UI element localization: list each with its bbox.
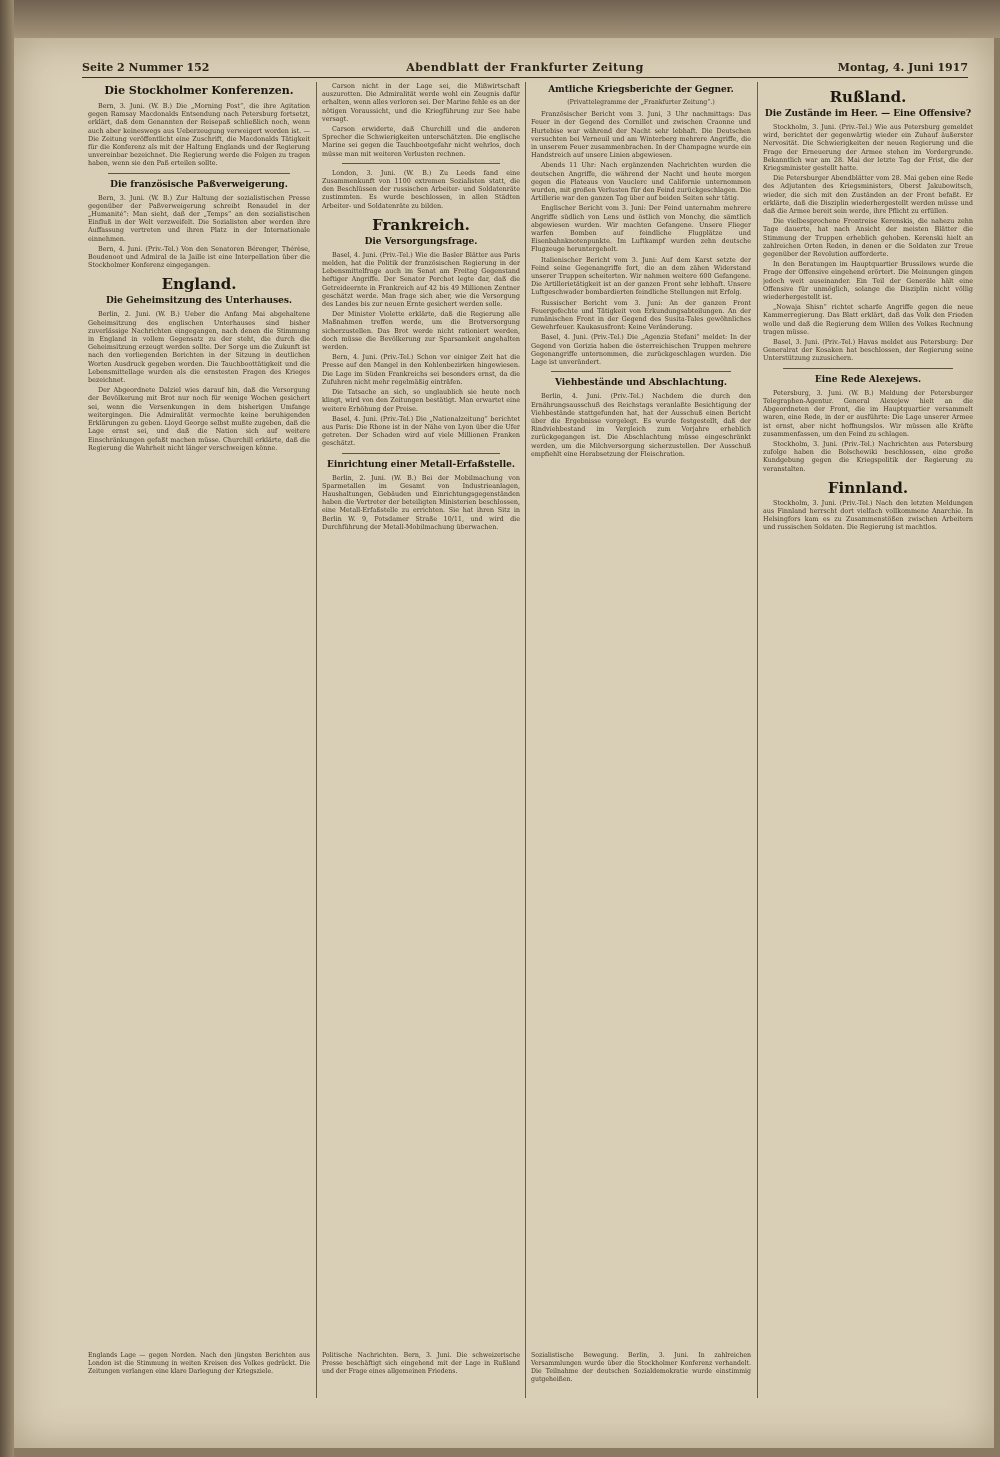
article-text: Carson erwiderte, daß Churchill und die anderen Sprecher die Schwierigkeiten unterschätzten. Die englische Marine sei gegen die Tauchbootgefahr nicht wehrlos, doch müsse man mit weiteren Verlusten rechnen. [322,125,520,158]
section-finland: Finnland. [827,478,909,497]
article-text: Berlin, 4. Juni. (Priv.-Tel.) Nachdem die durch den Ernährungsausschuß des Reichstags veranlaßte Besichtigung der Viehbestände stattgefunden hat, hat der Ausschuß einen Bericht über die Ergebnisse vorgelegt. Es wurde festgestellt, daß der Rindviehbestand im Vergleich zum Vorjahre erheblich zurückgegangen ist. Die Abschlachtung müsse eingeschränkt werden, um die Milchversorgung sicherzustellen. Der Ausschuß empfiehlt eine Herabsetzung der Fleischration. [531,392,751,458]
article-text: Italienischer Bericht vom 3. Juni: Auf dem Karst setzte der Feind seine Gegenangriffe fort, die an dem zähen Widerstand unserer Truppen scheiterten. Wir nahmen weitere 600 Gefangene. Die Artillerietätigkeit ist an der ganzen Front sehr lebhaft. Unsere Luftgeschwader bombardierten feindliche Stellungen mit Erfolg. [531,255,751,297]
divider [342,163,500,164]
article-text: Bern, 3. Juni. (W. B.) Die „Morning Post“, die ihre Agitation gegen Ramsay Macdonalds Entsendung nach Petersburg fortsetzt, erklärt, daß dem Genannten der Reisepaß schließlich noch, wenn auch aber keineswegs aus Ueberzeugung verweigert worden ist. — Die Zeitung veröffentlicht eine Zuschrift, die Macdonalds Tätigkeit für die Konferenz als mit der Haltung Englands und der Regierung unvereinbar bezeichnet. Die Regierung werde die Folgen zu tragen haben, wenn sie den Paß erteilen sollte. [88,102,310,168]
lower-text-1: Englands Lage — gegen Norden. Nach den jüngsten Berichten aus London ist die Stimmung in weiten Kreisen des Volkes gedrückt. Die Zeitungen verlangen eine klare Darlegung der Kriegsziele. [88,1352,310,1375]
article-text: Russischer Bericht vom 3. Juni: An der ganzen Front Feuergefechte und Tätigkeit von Erkundungsabteilungen. An der rumänischen Front in der Gegend des Susita-Tales gewöhnliches Gewehrfeuer. Kaukasusfront: Keine Veränderung. [531,298,751,332]
article-text: Basel, 3. Juni. (Priv.-Tel.) Havas meldet aus Petersburg: Der Generalrat der Kosaken hat beschlossen, der Regierung seine Unterstützung zuzusichern. [763,338,973,363]
article-text: Stockholm, 3. Juni. (Priv.-Tel.) Nach den letzten Meldungen aus Finnland herrscht dort vielfach vollkommene Anarchie. In Helsingfors kam es zu Zusammenstößen zwischen Arbeitern und russischen Soldaten. Die Regierung ist machtlos. [763,498,973,532]
newspaper-title: Abendblatt der Frankfurter Zeitung [406,61,644,74]
headline-alexejew: Eine Rede Alexejews. [814,374,922,385]
article-text: Basel, 4. Juni. (Priv.-Tel.) Die „Agenzia Stefani“ meldet: In der Gegend von Gorizia haben die österreichischen Truppen mehrere Gegenangriffe unternommen, die zurückgeschlagen wurden. Die Lage ist unverändert. [531,333,751,367]
issue-date: Montag, 4. Juni 1917 [837,61,968,74]
article-text: London, 3. Juni. (W. B.) Zu Leeds fand eine Zusammenkunft von 1100 extremen Sozialisten statt, die den Beschlüssen der russischen Arbeiter- und Soldatenräte zustimmten. Es wurde beschlossen, in allen Städten Arbeiter- und Soldatenräte zu bilden. [322,168,520,210]
article-text: Stockholm, 3. Juni. (Priv.-Tel.) Nachrichten aus Petersburg zufolge haben die Bolschewiki beschlossen, eine große Kundgebung gegen die Kriegspolitik der Regierung zu veranstalten. [763,439,973,473]
subheadline: (Privattelegramme der „Frankfurter Zeitung“.) [567,99,715,106]
book-binding [0,0,14,1457]
article-text: Bern, 4. Juni. (Priv.-Tel.) Von den Senatoren Bérenger, Thérèse, Boudenoot und Admiral de la Jaille ist eine Interpellation über die Stockholmer Konferenz eingegangen. [88,244,310,270]
headline-livestock: Viehbestände und Abschlachtung. [554,378,728,389]
headline-secret-session: Die Geheimsitzung des Unterhauses. [105,296,293,307]
headline-metal: Einrichtung einer Metall-Erfaßstelle. [326,459,515,470]
headline-passport: Die französische Paßverweigerung. [110,179,288,190]
article-text: Bern, 4. Juni. (Priv.-Tel.) Schon vor einiger Zeit hat die Presse auf den Mangel in den Kohlenbezirken hingewiesen. Die Lage im Süden Frankreichs sei besonders ernst, da die Zufuhren nicht mehr regelmäßig einträfen. [322,353,520,386]
article-text: Petersburg, 3. Juni. (W. B.) Meldung der Petersburger Telegraphen-Agentur. General Alexejew hielt an die Abgeordneten der Front, die im Hauptquartier versammelt waren, eine Rede, in der er ausführte: Die Lage unserer Armee ist ernst, aber nicht hoffnungslos. Wir müssen alle Kräfte zusammenfassen, um den Feind zu schlagen. [763,388,973,438]
article-text: Carson nicht in der Lage sei, die Mißwirtschaft auszurotten. Die Admiralität werde wohl ein Zeugnis dafür erhalten, wenn alles verloren sei. Der Marine fehle es an der nötigen Voraussicht, und die Kriegführung zur See habe versagt. [322,82,520,123]
section-russia: Rußland. [829,88,907,106]
article-text: In den Beratungen im Hauptquartier Brussilows wurde die Frage der Offensive eingehend erörtert. Die Meinungen gingen jedoch weit auseinander. Ein Teil der Generäle hält eine Offensive für unmöglich, solange die Disziplin nicht völlig wiederhergestellt ist. [763,260,973,302]
article-text: Bern, 3. Juni. (W. B.) Zur Haltung der sozialistischen Presse gegenüber der Paßverweigerung schreibt Renaudel in der „Humanité“: Man sieht, daß der „Temps“ an den sozialistischen Einfluß in der Welt verzweifelt. Die Sozialisten aber werden ihre Auffassung vertreten und ihren Platz in der Internationale einnehmen. [88,193,310,243]
divider [108,173,290,174]
column-4 [763,82,973,1397]
column-rule [757,82,758,1398]
article-text: Stockholm, 3. Juni. (Priv.-Tel.) Wie aus Petersburg gemeldet wird, berichtet der gegenwärtig wieder ein Zuhauf äußerster Nervosität. Die Schwierigkeiten der neuen Regierung und die Frage der Erneuerung der Armee stehen im Vordergrunde. Bekanntlich war am 28. Mai der letzte Tag der Frist, die der Kriegsminister gestellt hatte. [763,123,973,173]
column-2 [322,82,520,1397]
article-text: Französischer Bericht vom 3. Juni, 3 Uhr nachmittags: Das Feuer in der Gegend des Cornillet und zwischen Craonne und Hurtebise war während der Nacht sehr lebhaft. Die Deutschen versuchten bei Verneuil und am Winterberg mehrere Angriffe, die in unserem Feuer zusammenbrachen. In der Champagne wurde ein Handstreich auf unsere Linien abgewiesen. [531,110,751,160]
column-1 [88,82,310,1397]
headline-stockholm: Die Stockholmer Konferenzen. [104,84,294,97]
divider [342,453,500,454]
article-text: Englischer Bericht vom 3. Juni: Der Feind unternahm mehrere Angriffe südlich von Lens und östlich von Monchy, die sämtlich abgewiesen wurden. Wir machten Gefangene. Unsere Flieger warfen Bomben auf feindliche Flugplätze und Eisenbahnknotenpunkte. Im Luftkampf wurden zehn deutsche Flugzeuge heruntergeholt. [531,204,751,254]
page-top-background [0,0,1000,38]
page-header [82,59,968,78]
headline-supply: Die Versorgungsfrage. [364,236,478,247]
article-text: Die Petersburger Abendblätter vom 28. Mai geben eine Rede des Adjutanten des Kriegsministers, Oberst Jakubowitsch, wieder, die sich mit den Zuständen an der Front befaßt. Er erklärte, daß die Disziplin wiederhergestellt werden müsse und daß die Armee bereit sein werde, ihre Pflicht zu erfüllen. [763,174,973,216]
article-text: Der Abgeordnete Dalziel wies darauf hin, daß die Versorgung der Bevölkerung mit Brot nur noch für wenige Wochen gesichert sei, wenn die Versenkungen in dem bisherigen Umfange weitergingen. Die Admiralität vermochte keine beruhigenden Erklärungen zu geben. Lloyd George selbst mußte zugeben, daß die Lage ernst sei, und daß die Nation sich auf weitere Einschränkungen gefaßt machen müsse. Churchill erklärte, daß die Regierung die Wahrheit nicht länger verschweigen könne. [88,386,310,452]
article-text: Abends 11 Uhr: Nach ergänzenden Nachrichten wurden die deutschen Angriffe, die während der Nacht und heute morgen gegen die Plateaus von Vauclerc und Californie unternommen wurden, mit großen Verlusten für den Feind zurückgeschlagen. Die Artillerie war den ganzen Tag über auf beiden Seiten sehr tätig. [531,161,751,203]
article-text: Basel, 4. Juni. (Priv.-Tel.) Die „Nationalzeitung“ berichtet aus Paris: Die Rhone ist in der Nähe von Lyon über die Ufer getreten. Der Schaden wird auf viele Millionen Franken geschätzt. [322,414,520,448]
lower-text-2: Politische Nachrichten. Bern, 3. Juni. Die schweizerische Presse beschäftigt sich eingehend mit der Lage in Rußland und der Frage eines allgemeinen Friedens. [322,1352,520,1375]
divider [783,368,953,369]
lower-text-3: Sozialistische Bewegung. Berlin, 3. Juni. In zahlreichen Versammlungen wurde über die Stockholmer Konferenz verhandelt. Die Teilnahme der deutschen Sozialdemokratie wurde einstimmig gutgeheißen. [531,1352,751,1383]
headline-army: Die Zustände im Heer. — Eine Offensive? [764,109,972,119]
article-text: Berlin, 2. Juni. (W. B.) Ueber die Anfang Mai abgehaltene Geheimsitzung des englischen Unterhauses sind bisher zuverlässige Nachrichten eingegangen, nach denen die Stimmung in England in vollem Gegensatz zu der steht, die durch die Geheimsitzung erzeugt werden sollte. Der Sorge um die Zukunft ist nach den vorliegenden Berichten in der Sitzung in deutlichen Worten Ausdruck gegeben worden. Die Tauchboottätigkeit und die Lebensmittellage wurden als die ernstesten Fragen des Krieges bezeichnet. [88,310,310,385]
section-france: Frankreich. [372,215,470,234]
article-text: Die Tatsache an sich, so unglaublich sie heute noch klingt, wird von den Zeitungen bestätigt. Man erwartet eine weitere Erhöhung der Preise. [322,388,520,413]
article-text: Berlin, 2. Juni. (W. B.) Bei der Mobilmachung von Sparmetallen im Gesamt von Industrieanlagen, Haushaltungen, Gebäuden und Einrichtungsgegenständen haben die Vertreter der beteiligten Ministerien beschlossen, eine Metall-Erfaßstelle zu errichten. Sie hat ihren Sitz in Berlin W. 9, Potsdamer Straße 10/11, und wird die Durchführung der Metall-Mobilmachung überwachen. [322,473,520,531]
column-3 [531,82,751,1397]
section-england: England. [161,275,237,294]
article-text: „Nowaja Shisn“ richtet scharfe Angriffe gegen die neue Kammerregierung. Das Blatt erklärt, daß das Volk den Frieden wolle und daß die Regierung dem Willen des Volkes Rechnung tragen müsse. [763,303,973,336]
column-rule [525,82,526,1398]
page-number: Seite 2 Nummer 152 [82,61,210,74]
article-text: Der Minister Violette erklärte, daß die Regierung alle Maßnahmen treffen werde, um die Brotversorgung sicherzustellen. Das Brot werde nicht rationiert werden, doch müsse die Bevölkerung zur Sparsamkeit angehalten werden. [322,310,520,352]
column-rule [316,82,317,1398]
divider [551,371,731,372]
article-text: Die vielbesprochene Frontreise Kerenskis, die nahezu zehn Tage dauerte, hat nach Ansicht der meisten Blätter die Stimmung der Truppen erheblich gehoben. Kerenski hielt an zahlreichen Orten Reden, in denen er die Soldaten zur Treue gegenüber der Revolution aufforderte. [763,217,973,259]
headline-war-reports: Amtliche Kriegsberichte der Gegner. [548,85,734,95]
article-text: Basel, 4. Juni. (Priv.-Tel.) Wie die Basler Blätter aus Paris melden, hat die Politik der französischen Regierung in der Lebensmittelfrage auch im Senat am Freitag Gegenstand heftiger Angriffe. Der Senator Perchot legte dar, daß die Getreideernte in Frankreich auf 42 bis 49 Millionen Zentner geschätzt werde. Man frage sich aber, wie die Versorgung des Landes bis zur neuen Ernte gesichert werden solle. [322,250,520,309]
